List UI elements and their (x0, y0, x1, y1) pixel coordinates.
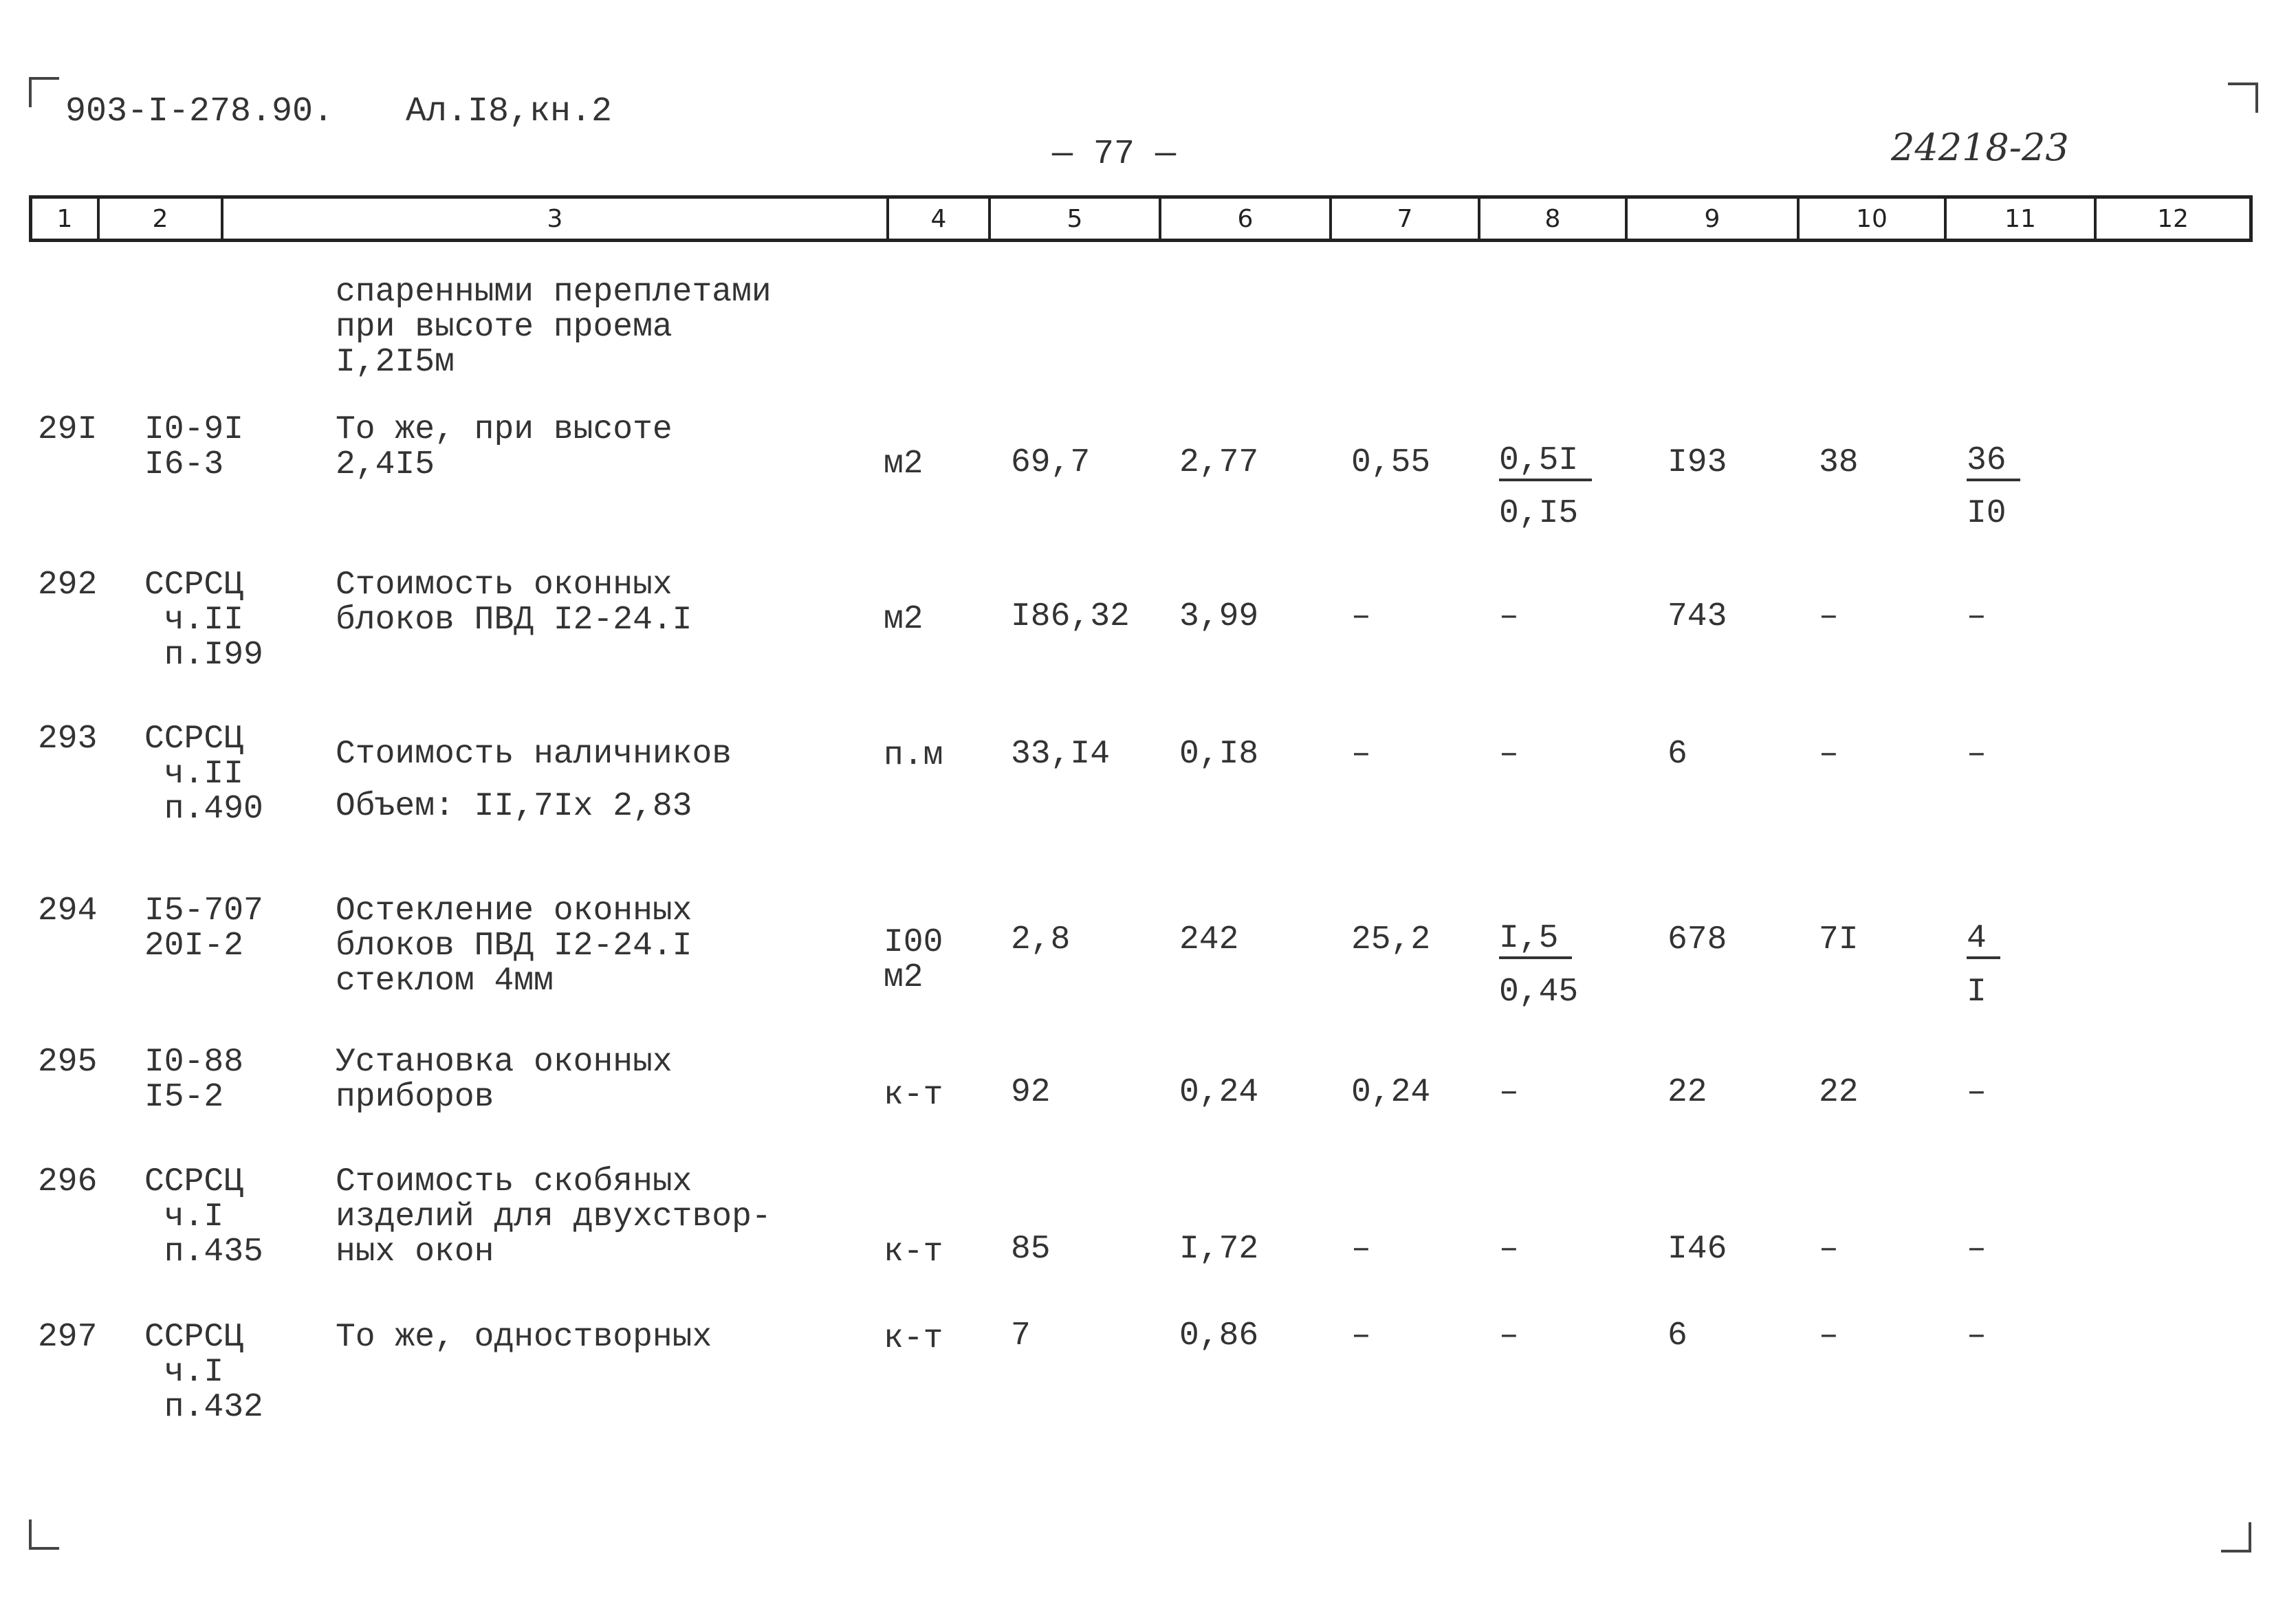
volume-note: Объем: II,7Iх 2,83 (336, 788, 692, 825)
work-description: Остекление оконных блоков ПВД I2-24.I стеклом 4мм (336, 892, 692, 1000)
corner-mark-bottom-right (2221, 1522, 2251, 1552)
col11-fraction-top: 4 (1967, 921, 2000, 959)
col11-value: – (1967, 1317, 1987, 1354)
col10-value: – (1819, 1317, 1839, 1354)
rate-code: ССРСЦ ч.II п.490 (144, 721, 263, 828)
rate-code: I5-707 20I-2 (144, 892, 263, 965)
col5-value: 33,I4 (1011, 736, 1111, 773)
col5-value: I86,32 (1011, 598, 1130, 635)
col7-value: 25,2 (1351, 921, 1431, 958)
rate-code: ССРСЦ ч.I п.432 (144, 1319, 263, 1426)
column-header-9: 9 (1628, 199, 1800, 239)
col5-value: 85 (1011, 1231, 1051, 1268)
continuation-description: спаренными переплетами при высоте проема I,2I5м (336, 274, 772, 381)
col11-fraction-bottom: I (1967, 974, 1987, 1011)
row-number: 293 (38, 721, 98, 758)
col8-value: – (1499, 736, 1519, 773)
col8-value: – (1499, 1231, 1519, 1268)
col5-value: 92 (1011, 1074, 1051, 1111)
unit: м2 (884, 601, 923, 638)
column-header-row (29, 195, 2253, 242)
unit: п.м (884, 737, 943, 774)
work-description: Стоимость оконных блоков ПВД I2-24.I (336, 567, 692, 639)
col10-value: 7I (1819, 921, 1859, 958)
col9-value: 6 (1668, 736, 1687, 773)
col6-value: 3,99 (1179, 598, 1259, 635)
col5-value: 69,7 (1011, 444, 1091, 481)
column-header-6: 6 (1161, 199, 1332, 239)
col11-value: – (1967, 736, 1987, 773)
column-header-2: 2 (100, 199, 223, 239)
rate-code: ССРСЦ ч.I п.435 (144, 1163, 263, 1271)
row-number: 296 (38, 1163, 98, 1200)
col9-value: 22 (1668, 1074, 1707, 1111)
col8-fraction-bottom: 0,I5 (1499, 495, 1579, 532)
col7-value: – (1351, 1317, 1371, 1354)
unit: к-т (884, 1233, 943, 1271)
col11-value: – (1967, 1074, 1987, 1111)
col10-value: 38 (1819, 444, 1859, 481)
unit: м2 (884, 446, 923, 483)
col9-value: I93 (1668, 444, 1727, 481)
unit: I00 м2 (884, 924, 943, 996)
col11-fraction-top: 36 (1967, 443, 2020, 481)
col7-value: – (1351, 1231, 1371, 1268)
col11-value: – (1967, 1231, 1987, 1268)
row-number: 294 (38, 892, 98, 930)
col6-value: 0,24 (1179, 1074, 1259, 1111)
col8-fraction-top: I,5 (1499, 921, 1572, 959)
column-header-4: 4 (889, 199, 991, 239)
registration-number: 24218-23 (1891, 126, 2069, 169)
row-number: 297 (38, 1319, 98, 1356)
column-header-11: 11 (1947, 199, 2097, 239)
work-description: То же, при высоте 2,4I5 (336, 411, 673, 483)
col11-value: – (1967, 598, 1987, 635)
work-description: То же, одностворных (336, 1319, 712, 1356)
col7-value: 0,55 (1351, 444, 1431, 481)
col5-value: 2,8 (1011, 921, 1071, 958)
page-number: — 77 — (1052, 135, 1177, 174)
row-number: 295 (38, 1044, 98, 1081)
rate-code: ССРСЦ ч.II п.I99 (144, 567, 263, 674)
rate-code: I0-88 I5-2 (144, 1044, 244, 1116)
col8-fraction-bottom: 0,45 (1499, 974, 1579, 1011)
col7-value: – (1351, 598, 1371, 635)
col8-value: – (1499, 1317, 1519, 1354)
col8-fraction-top: 0,5I (1499, 443, 1592, 481)
column-header-3: 3 (223, 199, 889, 239)
col9-value: 678 (1668, 921, 1727, 958)
col6-value: 2,77 (1179, 444, 1259, 481)
col6-value: 0,I8 (1179, 736, 1259, 773)
col9-value: 743 (1668, 598, 1727, 635)
col10-value: – (1819, 736, 1839, 773)
col7-value: – (1351, 736, 1371, 773)
column-header-12: 12 (2157, 204, 2189, 233)
unit: к-т (884, 1077, 943, 1114)
col6-value: 242 (1179, 921, 1239, 958)
col10-value: – (1819, 1231, 1839, 1268)
row-number: 292 (38, 567, 98, 604)
work-description: Стоимость наличников (336, 736, 732, 773)
col8-value: – (1499, 598, 1519, 635)
column-header-7: 7 (1332, 199, 1480, 239)
col10-value: 22 (1819, 1074, 1859, 1111)
work-description: Установка оконных приборов (336, 1044, 673, 1116)
rate-code: I0-9I I6-3 (144, 411, 244, 483)
col6-value: I,72 (1179, 1231, 1259, 1268)
column-header-5: 5 (991, 199, 1161, 239)
work-description: Стоимость скобяных изделий для двухствор- ных окон (336, 1163, 772, 1271)
row-number: 29I (38, 411, 98, 448)
album-reference: Ал.I8,кн.2 (406, 92, 613, 131)
column-header-1: 1 (32, 199, 100, 239)
corner-mark-top-left (29, 77, 59, 107)
unit: к-т (884, 1320, 943, 1357)
corner-mark-top-right (2228, 83, 2258, 113)
column-header-10: 10 (1800, 199, 1947, 239)
col8-value: – (1499, 1074, 1519, 1111)
col5-value: 7 (1011, 1317, 1031, 1354)
col10-value: – (1819, 598, 1839, 635)
col9-value: 6 (1668, 1317, 1687, 1354)
col11-fraction-bottom: I0 (1967, 495, 2007, 532)
col6-value: 0,86 (1179, 1317, 1259, 1354)
corner-mark-bottom-left (29, 1519, 59, 1550)
col7-value: 0,24 (1351, 1074, 1431, 1111)
column-header-8: 8 (1480, 199, 1628, 239)
col9-value: I46 (1668, 1231, 1727, 1268)
document-code: 903-I-278.90. (65, 92, 334, 131)
